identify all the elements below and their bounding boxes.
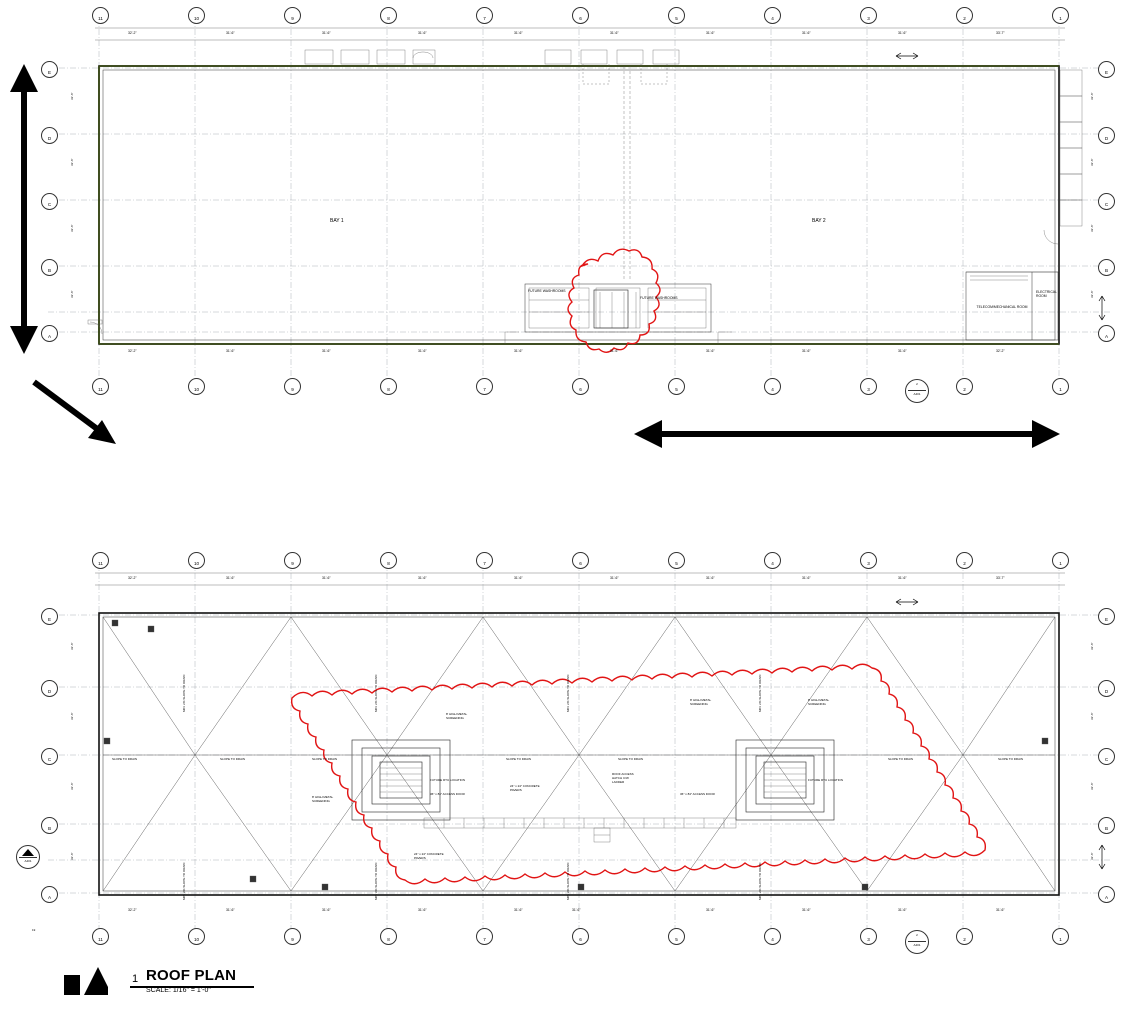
bubble-col-bottom[interactable] xyxy=(956,378,973,395)
upper-scale-bar-right xyxy=(1099,296,1105,320)
dim-bottom: 31'-6" xyxy=(226,908,235,912)
dim-top: 31'-6" xyxy=(418,31,427,35)
dim-top: 31'-6" xyxy=(898,31,907,35)
dim-left: 33'-6" xyxy=(70,782,74,790)
bubble-row-right[interactable] xyxy=(1098,817,1115,834)
room-label-washrooms-west: FUTURE WASHROOMS xyxy=(528,289,566,293)
bubble-label: E xyxy=(47,617,52,622)
section-marker-sheet: A401 xyxy=(913,943,921,947)
slope-label: SLOPE TO DRAIN xyxy=(888,757,914,761)
bubble-label: 11 xyxy=(98,387,103,392)
slope-label: SLOPE TO DRAIN xyxy=(618,757,644,761)
dim-top: 31'-6" xyxy=(322,31,331,35)
bubble-label: 1 xyxy=(1059,387,1062,392)
bubble-col-top[interactable] xyxy=(764,552,781,569)
bubble-row-left[interactable] xyxy=(41,193,58,210)
bubble-label: E xyxy=(1104,70,1109,75)
bubble-col-top[interactable] xyxy=(284,7,301,24)
bubble-label: 5 xyxy=(675,561,678,566)
bubble-row-left[interactable] xyxy=(41,259,58,276)
annotation-screening: 8' HIGH METAL SCREENING xyxy=(312,795,334,803)
detail-number: 1 xyxy=(132,973,139,985)
bubble-col-top[interactable] xyxy=(188,7,205,24)
dim-right: 33'-6" xyxy=(1090,852,1094,860)
bubble-col-bottom[interactable] xyxy=(92,378,109,395)
bubble-col-bottom[interactable] xyxy=(572,378,589,395)
page-corner-mark: 19 xyxy=(32,928,36,932)
bubble-col-top[interactable] xyxy=(380,552,397,569)
bubble-row-right[interactable] xyxy=(1098,259,1115,276)
bubble-label: 1 xyxy=(1059,16,1062,21)
bubble-label: E xyxy=(47,70,52,75)
page-title: ROOF PLAN xyxy=(146,967,237,984)
bubble-col-bottom[interactable] xyxy=(284,378,301,395)
bubble-label: 1 xyxy=(1059,561,1062,566)
bubble-col-bottom[interactable] xyxy=(188,378,205,395)
annotation-pavers: 24" x 24" CONCRETE PAVERS xyxy=(510,784,540,792)
bubble-col-bottom[interactable] xyxy=(764,928,781,945)
dim-bottom: 31'-6" xyxy=(572,908,581,912)
dim-top: 31'-6" xyxy=(226,576,235,580)
bubble-label: A xyxy=(1104,895,1109,900)
divider xyxy=(19,857,37,858)
annotation-future-rtu: FUTURE RTU LOCATION xyxy=(430,778,466,782)
bubble-label: 2 xyxy=(963,16,966,21)
bubble-row-right[interactable] xyxy=(1098,680,1115,697)
bubble-col-top[interactable] xyxy=(956,552,973,569)
bubble-label: 8 xyxy=(387,937,390,942)
bubble-col-top[interactable] xyxy=(1052,7,1069,24)
annotation-screening: 8' HIGH METAL SCREENING xyxy=(690,698,712,706)
bubble-label: 10 xyxy=(193,16,200,21)
dim-left: 33'-6" xyxy=(70,712,74,720)
bay-label: BAY 1 xyxy=(330,218,344,224)
bubble-col-top[interactable] xyxy=(188,552,205,569)
slope-label-vertical: MIN. 2% SLOPE TO DRAIN xyxy=(182,862,186,900)
room-label-telecom: TELECOM/MECHANICAL ROOM xyxy=(976,305,1028,309)
bubble-label: 5 xyxy=(675,387,678,392)
bubble-col-bottom[interactable] xyxy=(668,928,685,945)
bubble-col-bottom[interactable] xyxy=(476,378,493,395)
bubble-label: 6 xyxy=(579,937,582,942)
bubble-col-top[interactable] xyxy=(284,552,301,569)
bubble-col-top[interactable] xyxy=(572,7,589,24)
bubble-col-top[interactable] xyxy=(92,552,109,569)
bubble-label: 3 xyxy=(867,937,870,942)
dim-bottom: 31'-6" xyxy=(898,908,907,912)
bubble-label: A xyxy=(47,334,52,339)
scale-note: SCALE: 1/16" = 1'-0" xyxy=(146,987,211,994)
dim-bottom: 31'-6" xyxy=(418,908,427,912)
bubble-row-right[interactable] xyxy=(1098,61,1115,78)
dim-top: 31'-6" xyxy=(514,576,523,580)
bubble-row-left[interactable] xyxy=(41,325,58,342)
dim-bottom: 32'-2" xyxy=(128,908,137,912)
dim-right: 33'-6" xyxy=(1090,642,1094,650)
bubble-col-top[interactable] xyxy=(476,552,493,569)
bubble-row-left[interactable] xyxy=(41,608,58,625)
bubble-col-bottom[interactable] xyxy=(476,928,493,945)
dim-bottom: 31'-6" xyxy=(898,349,907,353)
dim-left: 33'-6" xyxy=(70,642,74,650)
bubble-col-bottom[interactable] xyxy=(92,928,109,945)
bubble-label: B xyxy=(1104,826,1109,831)
dim-bottom: 31'-6" xyxy=(706,349,715,353)
bubble-row-left[interactable] xyxy=(41,886,58,903)
dim-right: 33'-6" xyxy=(1090,782,1094,790)
slope-label-vertical: MIN. 2% SLOPE TO DRAIN xyxy=(566,674,570,712)
section-marker-number: 2 xyxy=(916,933,918,937)
bubble-label: 5 xyxy=(675,16,678,21)
bubble-col-top[interactable] xyxy=(860,7,877,24)
markup-arrow-vertical xyxy=(10,64,38,354)
slope-label: SLOPE TO DRAIN xyxy=(312,757,338,761)
bubble-col-bottom[interactable] xyxy=(572,928,589,945)
dim-left: 33'-6" xyxy=(70,224,74,232)
bubble-label: 6 xyxy=(579,16,582,21)
bubble-col-bottom[interactable] xyxy=(668,378,685,395)
dim-bottom: 31'-6" xyxy=(610,349,619,353)
bubble-col-bottom[interactable] xyxy=(1052,378,1069,395)
bubble-label: 3 xyxy=(867,561,870,566)
slope-label-vertical: MIN. 2% SLOPE TO DRAIN xyxy=(374,862,378,900)
bubble-label: 7 xyxy=(483,937,486,942)
annotation-future-rtu: FUTURE RTU LOCATION xyxy=(808,778,844,782)
bubble-label: B xyxy=(47,268,52,273)
bubble-col-top[interactable] xyxy=(92,7,109,24)
bubble-row-right[interactable] xyxy=(1098,608,1115,625)
bubble-label: 2 xyxy=(963,937,966,942)
bubble-label: 10 xyxy=(193,387,200,392)
dim-right: 33'-6" xyxy=(1090,92,1094,100)
slope-label: SLOPE TO DRAIN xyxy=(220,757,246,761)
slope-label-vertical: MIN. 2% SLOPE TO DRAIN xyxy=(566,862,570,900)
dim-right: 33'-6" xyxy=(1090,224,1094,232)
section-marker-number: 2 xyxy=(916,382,918,386)
bubble-label: D xyxy=(1104,689,1109,694)
bubble-label: 4 xyxy=(771,16,774,21)
bubble-label: 9 xyxy=(291,937,294,942)
dim-top: 31'-6" xyxy=(706,576,715,580)
bubble-label: 11 xyxy=(98,561,103,566)
room-label-electrical: ELECTRICAL ROOM xyxy=(1036,290,1057,298)
bubble-row-right[interactable] xyxy=(1098,193,1115,210)
bubble-row-left[interactable] xyxy=(41,61,58,78)
bubble-row-right[interactable] xyxy=(1098,325,1115,342)
dim-right: 33'-6" xyxy=(1090,712,1094,720)
lower-grid-vertical xyxy=(99,562,1059,935)
bubble-label: 7 xyxy=(483,387,486,392)
dim-left: 33'-6" xyxy=(70,158,74,166)
bubble-col-top[interactable] xyxy=(668,552,685,569)
dim-bottom: 32'-2" xyxy=(128,349,137,353)
bubble-label: C xyxy=(1104,757,1109,762)
bubble-row-left[interactable] xyxy=(41,817,58,834)
bubble-label: A xyxy=(47,895,52,900)
dim-bottom: 31'-6" xyxy=(226,349,235,353)
markup-arrow-horizontal xyxy=(634,420,1060,448)
bubble-col-bottom[interactable] xyxy=(380,928,397,945)
bubble-col-bottom[interactable] xyxy=(188,928,205,945)
bubble-row-right[interactable] xyxy=(1098,748,1115,765)
bubble-label: 3 xyxy=(867,387,870,392)
bubble-row-left[interactable] xyxy=(41,680,58,697)
bubble-label: 10 xyxy=(193,561,200,566)
bubble-label: C xyxy=(1104,202,1109,207)
dim-top: 31'-6" xyxy=(514,31,523,35)
dim-top: 31'-6" xyxy=(706,31,715,35)
dim-top: 31'-6" xyxy=(418,576,427,580)
bubble-label: 2 xyxy=(963,561,966,566)
room-label-washrooms-east: FUTURE WASHROOMS xyxy=(640,296,678,300)
bubble-col-bottom[interactable] xyxy=(860,378,877,395)
dim-bottom: 31'-6" xyxy=(996,908,1005,912)
bubble-label: 10 xyxy=(193,937,200,942)
bubble-row-right[interactable] xyxy=(1098,886,1115,903)
bubble-label: B xyxy=(47,826,52,831)
bubble-label: A xyxy=(1104,334,1109,339)
bubble-label: 5 xyxy=(675,937,678,942)
dim-bottom: 31'-6" xyxy=(706,908,715,912)
bubble-row-left[interactable] xyxy=(41,127,58,144)
bubble-label: 7 xyxy=(483,16,486,21)
slope-label-vertical: MIN. 2% SLOPE TO DRAIN xyxy=(758,674,762,712)
dim-top: 31'-6" xyxy=(802,576,811,580)
dim-top: 33'-7" xyxy=(996,576,1005,580)
bubble-col-top[interactable] xyxy=(572,552,589,569)
lower-plan-group xyxy=(48,562,1110,935)
dim-top: 31'-6" xyxy=(802,31,811,35)
bubble-row-left[interactable] xyxy=(41,748,58,765)
section-marker-bottom[interactable] xyxy=(905,930,929,954)
annotation-roof-hatch: ROOF ACCESS HATCH C/W LADDER xyxy=(612,772,634,784)
bubble-label: 11 xyxy=(98,937,103,942)
bubble-col-top[interactable] xyxy=(860,552,877,569)
slope-label-vertical: MIN. 2% SLOPE TO DRAIN xyxy=(374,674,378,712)
bay-label: BAY 2 xyxy=(812,218,826,224)
dim-bottom: 31'-6" xyxy=(802,349,811,353)
dim-bottom: 31'-6" xyxy=(418,349,427,353)
bubble-col-bottom[interactable] xyxy=(380,378,397,395)
bubble-col-bottom[interactable] xyxy=(1052,928,1069,945)
dim-top: 31'-6" xyxy=(226,31,235,35)
revision-cloud-upper xyxy=(568,249,660,352)
upper-plan-group xyxy=(48,18,1110,386)
lower-scale-bar-right xyxy=(1099,845,1105,869)
dim-bottom: 31'-6" xyxy=(514,349,523,353)
bubble-label: 8 xyxy=(387,387,390,392)
slope-label-vertical: MIN. 2% SLOPE TO DRAIN xyxy=(182,674,186,712)
section-marker-upper[interactable] xyxy=(905,379,929,403)
bubble-col-top[interactable] xyxy=(956,7,973,24)
north-arrow-icon xyxy=(62,965,108,997)
bubble-label: D xyxy=(47,689,52,694)
bubble-label: E xyxy=(1104,617,1109,622)
slope-label: SLOPE TO DRAIN xyxy=(998,757,1024,761)
dim-bottom: 31'-6" xyxy=(802,908,811,912)
dim-top: 33'-7" xyxy=(996,31,1005,35)
slope-label-vertical: MIN. 2% SLOPE TO DRAIN xyxy=(758,862,762,900)
section-marker-sheet: A401 xyxy=(913,392,921,396)
bubble-row-right[interactable] xyxy=(1098,127,1115,144)
dim-right: 33'-6" xyxy=(1090,158,1094,166)
bubble-label: 9 xyxy=(291,16,294,21)
dim-bottom: 32'-2" xyxy=(996,349,1005,353)
bubble-label: 4 xyxy=(771,387,774,392)
annotation-access-door: 36" x 84" ACCESS DOOR xyxy=(430,792,465,796)
bubble-label: 4 xyxy=(771,561,774,566)
bubble-label: 3 xyxy=(867,16,870,21)
annotation-screening: 8' HIGH METAL SCREENING xyxy=(446,712,468,720)
section-marker-left[interactable] xyxy=(16,845,40,869)
section-marker-sheet: A401 xyxy=(24,859,32,863)
bubble-label: 6 xyxy=(579,561,582,566)
bubble-label: 8 xyxy=(387,561,390,566)
dim-left: 33'-6" xyxy=(70,852,74,860)
divider xyxy=(908,390,926,391)
dim-left: 33'-6" xyxy=(70,290,74,298)
bubble-label: D xyxy=(47,136,52,141)
bubble-label: D xyxy=(1104,136,1109,141)
divider xyxy=(908,941,926,942)
lower-scale-bar xyxy=(896,599,918,605)
annotation-pavers: 24" x 24" CONCRETE PAVERS xyxy=(414,852,444,860)
bubble-col-bottom[interactable] xyxy=(764,378,781,395)
dim-top: 31'-6" xyxy=(898,576,907,580)
dim-top: 32'-2" xyxy=(128,31,137,35)
bubble-col-top[interactable] xyxy=(764,7,781,24)
bubble-col-bottom[interactable] xyxy=(284,928,301,945)
dim-top: 31'-6" xyxy=(610,576,619,580)
dim-top: 31'-6" xyxy=(610,31,619,35)
bubble-label: C xyxy=(47,202,52,207)
bubble-col-top[interactable] xyxy=(380,7,397,24)
paver-walkway xyxy=(424,818,736,842)
slope-label: SLOPE TO DRAIN xyxy=(112,757,138,761)
upper-scale-bar xyxy=(896,53,918,59)
upper-grid-vertical xyxy=(99,18,1059,386)
annotation-access-door: 36" x 84" ACCESS DOOR xyxy=(680,792,715,796)
annotation-screening: 8' HIGH METAL SCREENING xyxy=(808,698,830,706)
slope-label: SLOPE TO DRAIN xyxy=(506,757,532,761)
dim-bottom: 31'-6" xyxy=(322,908,331,912)
bubble-col-top[interactable] xyxy=(476,7,493,24)
bubble-label: 1 xyxy=(1059,937,1062,942)
bubble-label: C xyxy=(47,757,52,762)
dim-top: 31'-6" xyxy=(322,576,331,580)
bubble-label: 8 xyxy=(387,16,390,21)
bubble-label: 4 xyxy=(771,937,774,942)
bubble-label: 9 xyxy=(291,387,294,392)
bubble-col-bottom[interactable] xyxy=(860,928,877,945)
dim-left: 33'-6" xyxy=(70,92,74,100)
bubble-label: 11 xyxy=(98,16,103,21)
bubble-label: 9 xyxy=(291,561,294,566)
triangle-icon xyxy=(22,849,34,856)
dim-bottom: 31'-6" xyxy=(322,349,331,353)
dim-top: 32'-2" xyxy=(128,576,137,580)
bubble-label: B xyxy=(1104,268,1109,273)
bubble-label: 2 xyxy=(963,387,966,392)
bubble-label: 6 xyxy=(579,387,582,392)
bubble-col-bottom[interactable] xyxy=(956,928,973,945)
dim-right: 33'-6" xyxy=(1090,290,1094,298)
bubble-col-top[interactable] xyxy=(668,7,685,24)
bubble-col-top[interactable] xyxy=(1052,552,1069,569)
dim-bottom: 31'-6" xyxy=(514,908,523,912)
bubble-label: 7 xyxy=(483,561,486,566)
